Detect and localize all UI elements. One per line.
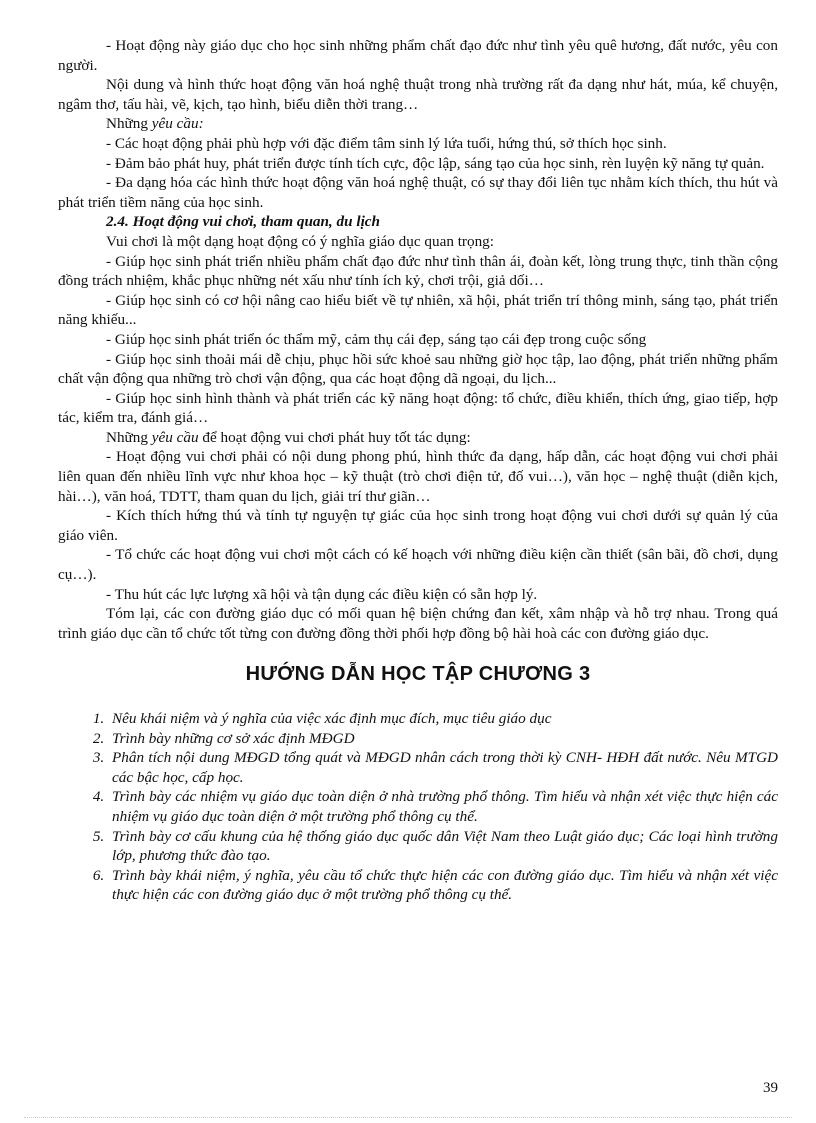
requirements-emphasis: yêu cầu: — [151, 115, 204, 133]
question-item: 2. Trình bày những cơ sở xác định MĐGD — [108, 729, 778, 749]
footer-divider — [24, 1117, 792, 1118]
list-item: - Giúp học sinh phát triển óc thẩm mỹ, cảm thụ cái đẹp, sáng tạo cái đẹp trong cuộc sống — [106, 330, 647, 348]
paragraph: Vui chơi là một dạng hoạt động có ý nghĩa giáo dục quan trọng: — [106, 232, 494, 250]
paragraph: Nội dung và hình thức hoạt động văn hoá nghệ thuật trong nhà trường rất đa dạng như hát, múa, kể chuyện, ngâm thơ, tấu hài, vẽ, kịch, tạo hình, biểu diễn thời trang… — [58, 76, 778, 113]
section-heading: 2.4. Hoạt động vui chơi, tham quan, du lịch — [106, 213, 380, 231]
list-item: - Giúp học sinh thoải mái dễ chịu, phục hồi sức khoẻ sau những giờ học tập, lao động, phát triển những phẩm chất vận động qua những trò chơi vận động, qua các hoạt động dã ngoại, du lịch... — [58, 350, 778, 388]
document-page — [58, 36, 778, 905]
requirements-prefix: Những — [106, 115, 152, 133]
page-number: 39 — [763, 1080, 778, 1096]
list-item: - Giúp học sinh hình thành và phát triển các kỹ năng hoạt động: tổ chức, điều khiển, thích ứng, giao tiếp, hợp tác, kiểm tra, đánh giá… — [58, 389, 778, 427]
question-item: 6. Trình bày khái niệm, ý nghĩa, yêu cầu tổ chức thực hiện các con đường giáo dục. Tìm hiểu và nhận xét việc thực hiện các con đường giáo dục ở một trường phổ thông cụ thể. — [108, 866, 778, 905]
conclusion-paragraph: Tóm lại, các con đường giáo dục có mối quan hệ biện chứng đan kết, xâm nhập và hỗ trợ nhau. Trong quá trình giáo dục cần tổ chức tốt từng con đường đồng thời phối hợp đồng bộ hài hoà các con đường giáo dục. — [58, 605, 778, 642]
requirements-suffix: để hoạt động vui chơi phát huy tốt tác dụng: — [198, 428, 471, 446]
question-item: 3. Phân tích nội dung MĐGD tổng quát và MĐGD nhân cách trong thời kỳ CNH- HĐH đất nước. Nêu MTGD các bậc học, cấp học. — [108, 748, 778, 787]
requirements-emphasis: yêu cầu — [151, 428, 199, 446]
study-questions-list — [58, 709, 778, 905]
list-item: - Kích thích hứng thú và tính tự nguyện tự giác của học sinh trong hoạt động vui chơi dưới sự quản lý của giáo viên. — [58, 507, 778, 544]
requirements-lead — [58, 114, 778, 134]
list-item: - Giúp học sinh có cơ hội nâng cao hiểu biết về tự nhiên, xã hội, phát triển trí thông minh, sáng tạo, phát triển năng khiếu... — [58, 291, 778, 329]
list-item: - Thu hút các lực lượng xã hội và tận dụng các điều kiện có sẵn hợp lý. — [106, 585, 538, 603]
list-item: - Đảm bảo phát huy, phát triển được tính tích cực, độc lập, sáng tạo của học sinh, rèn luyện kỹ năng tự quản. — [106, 154, 765, 172]
list-item: - Các hoạt động phải phù hợp với đặc điểm tâm sinh lý lứa tuổi, hứng thú, sở thích học sinh. — [106, 134, 667, 152]
question-item: 4. Trình bày các nhiệm vụ giáo dục toàn diện ở nhà trường phổ thông. Tìm hiểu và nhận xét việc thực hiện các nhiệm vụ giáo dục toàn diện ở một trường phổ thông cụ thể. — [108, 787, 778, 826]
question-item: 1. Nêu khái niệm và ý nghĩa của việc xác định mục đích, mục tiêu giáo dục — [108, 709, 778, 729]
chapter-title: HƯỚNG DẪN HỌC TẬP CHƯƠNG 3 — [245, 663, 591, 686]
list-item: - Đa dạng hóa các hình thức hoạt động văn hoá nghệ thuật, có sự thay đổi liên tục nhằm kích thích, thu hút và phát triển tiềm năng của học sinh. — [58, 174, 778, 211]
question-item: 5. Trình bày cơ cấu khung của hệ thống giáo dục quốc dân Việt Nam theo Luật giáo dục; Các loại hình trường lớp, phương thức đào tạo. — [108, 827, 778, 866]
list-item: - Tổ chức các hoạt động vui chơi một cách có kế hoạch với những điều kiện cần thiết (sân bãi, đồ chơi, dụng cụ…). — [58, 546, 778, 584]
requirements-prefix: Những — [106, 428, 152, 446]
requirements-lead — [58, 428, 778, 448]
list-item: - Giúp học sinh phát triển nhiều phẩm chất đạo đức như tình thân ái, đoàn kết, lòng trung thực, tinh thần cộng đồng trách nhiệm, khắc phục những nét xấu như tính ích kỷ, chơi trội, giả dối… — [58, 252, 778, 290]
list-item: - Hoạt động vui chơi phải có nội dung phong phú, hình thức đa dạng, hấp dẫn, các hoạt động vui chơi phải liên quan đến nhiều lĩnh vực như khoa học – kỹ thuật (trò chơi điện tử, đố vui…), văn học – nghệ thuật (diễn kịch, hài…), văn hoá, TDTT, tham quan du lịch, giải trí thư giãn… — [58, 448, 778, 505]
paragraph: - Hoạt động này giáo dục cho học sinh những phẩm chất đạo đức như tình yêu quê hương, đất nước, yêu con người. — [58, 37, 778, 74]
